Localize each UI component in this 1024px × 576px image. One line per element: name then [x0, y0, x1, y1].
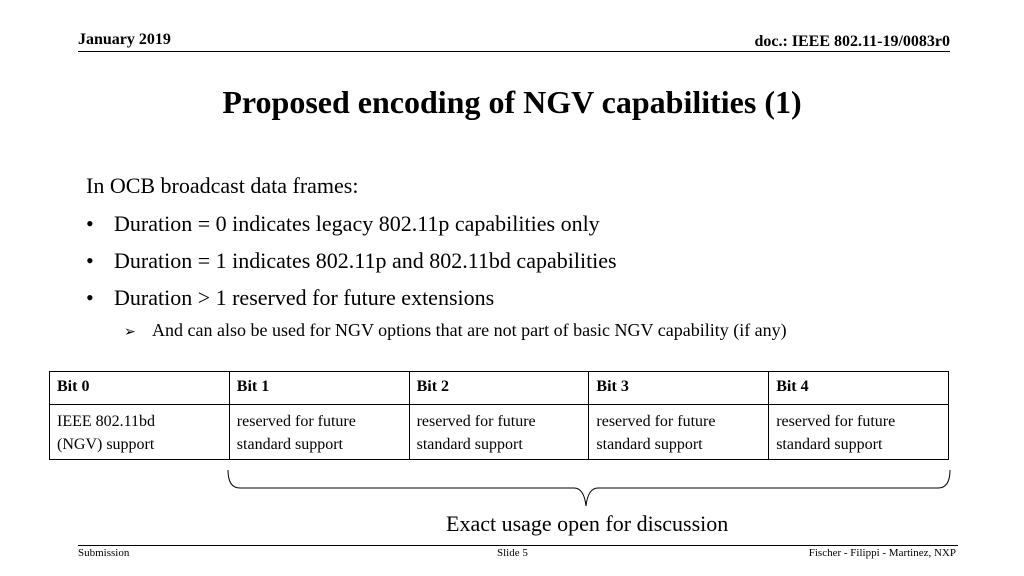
sub-bullet-text: And can also be used for NGV options that are not part of basic NGV capability (if any) [152, 320, 787, 340]
bullet-text: Duration > 1 reserved for future extensions [114, 285, 495, 310]
discussion-note: Exact usage open for discussion [446, 511, 729, 536]
cell-line: standard support [596, 436, 703, 453]
bullet-text: Duration = 0 indicates legacy 802.11p capabilities only [114, 211, 600, 236]
header-divider [78, 51, 950, 52]
table-header-cell: Bit 2 [409, 372, 589, 405]
slide-title: Proposed encoding of NGV capabilities (1) [222, 84, 802, 120]
table-cell [50, 405, 230, 460]
bullet-item [86, 210, 617, 247]
sub-bullet [124, 320, 787, 341]
footer-submission: Submission [78, 547, 130, 559]
table-cell [409, 405, 589, 460]
cell-line: IEEE 802.11bd [57, 413, 156, 430]
table-header-row [50, 372, 949, 405]
bullet-text: Duration = 1 indicates 802.11p and 802.11bd capabilities [114, 248, 617, 273]
cell-line: standard support [236, 436, 343, 453]
cell-line: standard support [416, 436, 523, 453]
bullet-item [86, 247, 617, 284]
table-cell [229, 405, 409, 460]
footer-authors: Fischer - Filippi - Martinez, NXP [808, 547, 956, 559]
bullet-dot-icon: • [86, 285, 94, 310]
table-header-cell: Bit 3 [589, 372, 769, 405]
bullet-item [86, 284, 617, 321]
footer-divider [78, 545, 958, 546]
bit-encoding-table [49, 371, 949, 460]
arrow-bullet-icon: ➢ [124, 324, 136, 340]
header-doc-id: doc.: IEEE 802.11-19/0083r0 [754, 33, 950, 50]
cell-line: reserved for future [416, 413, 536, 430]
intro-text: In OCB broadcast data frames: [86, 173, 359, 198]
cell-line: reserved for future [596, 413, 716, 430]
curly-brace-icon [226, 468, 952, 508]
table-header-cell: Bit 0 [50, 372, 230, 405]
bullet-dot-icon: • [86, 248, 94, 273]
bullet-dot-icon: • [86, 211, 94, 236]
table-row [50, 405, 949, 460]
header-date: January 2019 [78, 31, 171, 48]
table-cell [589, 405, 769, 460]
cell-line: reserved for future [776, 413, 896, 430]
cell-line: (NGV) support [57, 436, 155, 453]
table-header-cell: Bit 1 [229, 372, 409, 405]
cell-line: reserved for future [236, 413, 356, 430]
footer-slide-number: Slide 5 [497, 547, 528, 559]
cell-line: standard support [776, 436, 883, 453]
table-cell [769, 405, 949, 460]
table-header-cell: Bit 4 [769, 372, 949, 405]
bullet-list [86, 210, 617, 321]
